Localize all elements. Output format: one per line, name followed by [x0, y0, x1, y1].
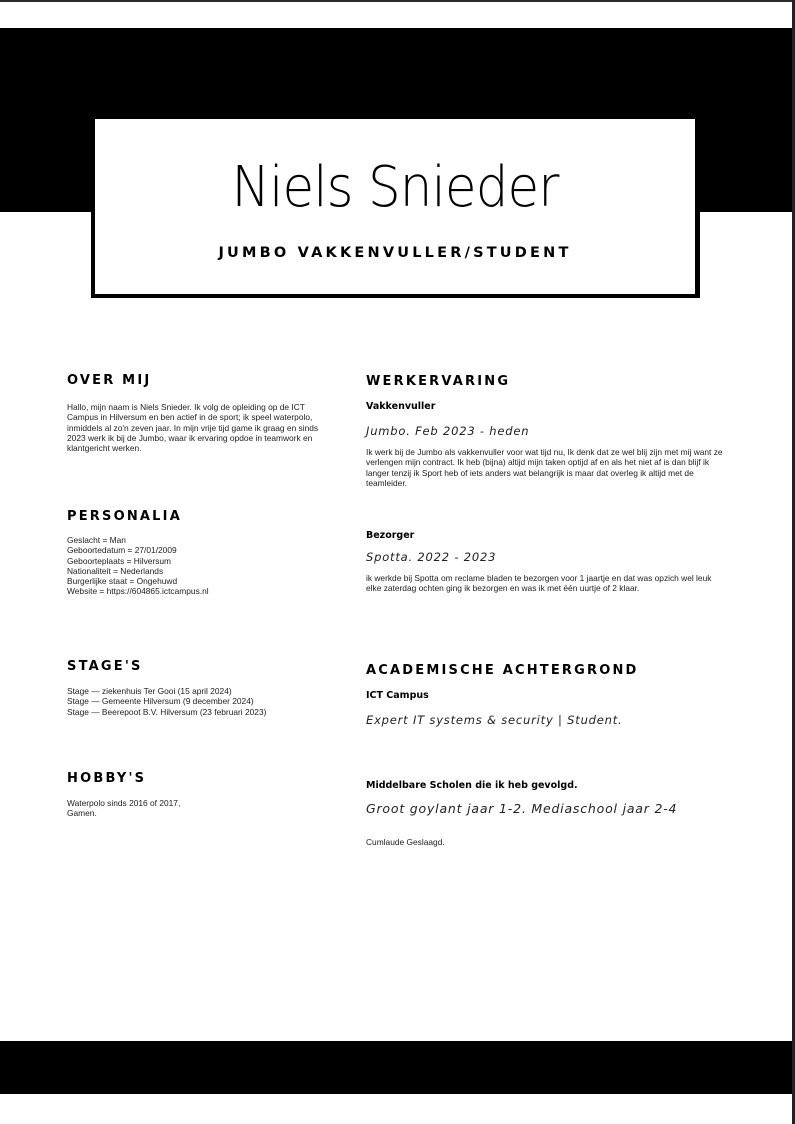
- section-title-academisch: ACADEMISCHE ACHTERGROND: [366, 663, 639, 678]
- hobbys-list: [67, 798, 327, 819]
- stage-item: Stage — Beerepoot B.V. Hilversum (23 februari 2023): [67, 706, 267, 717]
- page-top-edge: [0, 0, 795, 2]
- footer-black-band: [0, 1041, 792, 1094]
- personalia-website: Website = https://604865.ictcampus.nl: [67, 586, 209, 597]
- job-subtitle: JUMBO VAKKENVULLER/STUDENT: [218, 245, 572, 261]
- personalia-item: Burgerlijke staat = Ongehuwd: [67, 576, 178, 587]
- stage-item: Stage — ziekenhuis Ter Gooi (15 april 2024): [67, 686, 232, 696]
- person-name: Niels Snieder: [231, 155, 559, 220]
- section-title-over-mij: OVER MIJ: [67, 373, 152, 388]
- job-title-vakkenvuller: Vakkenvuller: [366, 401, 436, 412]
- personalia-item: Geboortedatum = 27/01/2009: [67, 545, 177, 556]
- section-title-werkervaring: WERKERVARING: [366, 374, 511, 389]
- name-box: [95, 119, 695, 294]
- hobby-item: Gamen.: [67, 808, 97, 819]
- stages-list: [67, 686, 337, 717]
- over-mij-text: Hallo, mijn naam is Niels Snieder. Ik volg de opleiding op de ICT Campus in Hilversum en ben actief in de sport; ik speel waterpolo, inmiddels al zo'n zeven jaar. In mijn vrije tijd game ik graag en sinds 2023 werk ik bij de Jumbo, waar ik ervaring opdoe in teamwork en klantgericht werken.: [67, 402, 319, 454]
- personalia-item: Geslacht = Man: [67, 535, 126, 545]
- job-subtitle-spotta: Spotta. 2022 - 2023: [366, 550, 497, 564]
- personalia-list: [67, 535, 327, 597]
- education-title-ict-campus: ICT Campus: [366, 690, 429, 701]
- education-subtitle-middelbare: Groot goylant jaar 1-2. Mediaschool jaar 2-4: [366, 801, 678, 816]
- personalia-item: Nationaliteit = Nederlands: [67, 565, 164, 576]
- education-title-middelbare: Middelbare Scholen die ik heb gevolgd.: [366, 780, 578, 791]
- section-title-hobbys: HOBBY'S: [67, 771, 147, 786]
- job-description-jumbo: Ik werk bij de Jumbo als vakkenvuller voor wat tijd nu, Ik denk dat ze wel blij zijn met mij want ze verlengen mijn contract. Ik heb (bijna) altijd mijn taken optijd af en als het niet af is dan blijf ik langer tenzij ik Sport heb of iets anders wat belangrijk is maar dat overleg ik altijd met de teamleider.: [366, 447, 723, 488]
- education-note: Cumlaude Geslaagd.: [366, 837, 445, 847]
- personalia-item: Geboorteplaats = Hilversum: [67, 555, 172, 566]
- job-subtitle-jumbo: Jumbo. Feb 2023 - heden: [366, 424, 530, 438]
- stage-item: Stage — Gemeente Hilversum (9 december 2024): [67, 696, 254, 707]
- hobby-item: Waterpolo sinds 2016 of 2017,: [67, 798, 181, 808]
- job-title-bezorger: Bezorger: [366, 530, 415, 541]
- section-title-personalia: PERSONALIA: [67, 509, 182, 524]
- section-title-stages: STAGE'S: [67, 659, 143, 674]
- education-subtitle-ict-campus: Expert IT systems & security | Student.: [366, 713, 623, 727]
- job-description-spotta: ik werkde bij Spotta om reclame bladen te bezorgen voor 1 jaartje en dat was opzich wel leuk elke zaterdag ochten ging ik bezorgen en was ik met één uurtje of 2 klaar.: [366, 573, 712, 594]
